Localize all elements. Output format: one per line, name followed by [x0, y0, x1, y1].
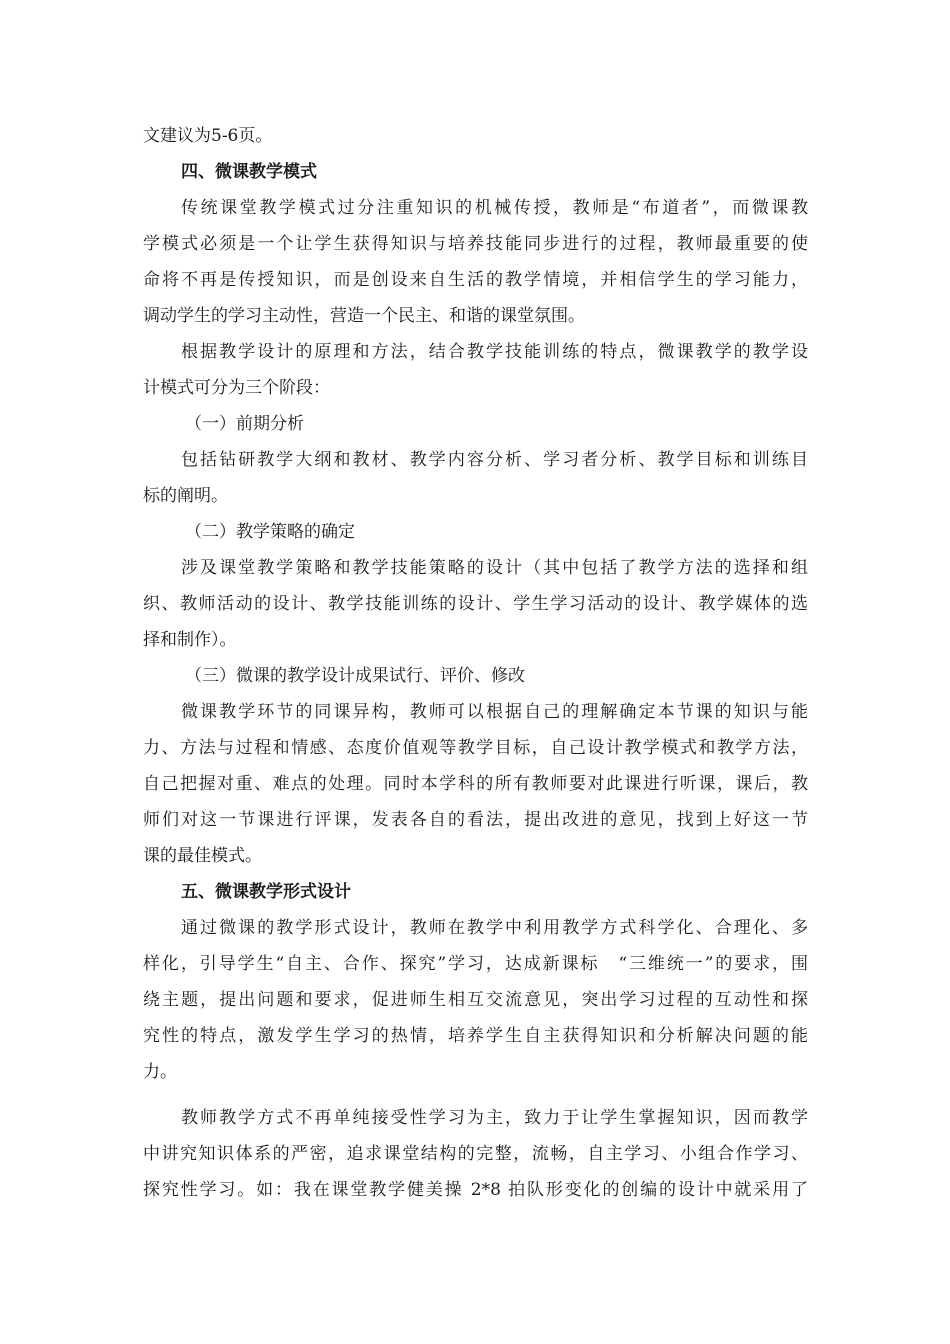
paragraph-line: 文建议为5-6页。 [143, 126, 273, 146]
paragraph-line: 调动学生的学习主动性，营造一个民主、和谐的课堂氛围。 [143, 306, 585, 326]
paragraph-line: 根据教学设计的原理和方法，结合教学技能训练的特点，微课教学的教学设 [181, 342, 808, 362]
paragraph-line: 究性的特点，激发学生学习的热情，培养学生自主获得知识和分析解决问题的能 [143, 1026, 808, 1046]
paragraph-line: 传统课堂教学模式过分注重知识的机械传授，教师是“布道者”，而微课教 [181, 198, 808, 218]
paragraph-line: 力、方法与过程和情感、态度价值观等教学目标，自己设计教学模式和教学方法， [143, 738, 808, 758]
paragraph-line: 计模式可分为三个阶段： [143, 378, 330, 398]
paragraph-line: 样化，引导学生“自主、合作、探究”学习，达成新课标 “三维统一”的要求，围 [143, 954, 808, 974]
paragraph-line: 命将不再是传授知识，而是创设来自生活的教学情境，并相信学生的学习能力， [143, 270, 808, 290]
subsection-heading: （三）微课的教学设计成果试行、评价、修改 [185, 666, 525, 686]
paragraph-line: 师们对这一节课进行评课，发表各自的看法，提出改进的意见，找到上好这一节 [143, 810, 808, 830]
paragraph-line: 力。 [143, 1062, 177, 1082]
paragraph-line: 教师教学方式不再单纯接受性学习为主，致力于让学生掌握知识，因而教学 [181, 1108, 808, 1128]
paragraph-line: 探究性学习。如：我在课堂教学健美操 2*8 拍队形变化的创编的设计中就采用了 [143, 1180, 808, 1200]
subsection-heading: （二）教学策略的确定 [185, 522, 355, 542]
paragraph-line: 织、教师活动的设计、教学技能训练的设计、学生学习活动的设计、教学媒体的选 [143, 594, 808, 614]
paragraph-line: 中讲究知识体系的严密，追求课堂结构的完整，流畅，自主学习、小组合作学习、 [143, 1144, 808, 1164]
paragraph-line: 涉及课堂教学策略和教学技能策略的设计（其中包括了教学方法的选择和组 [181, 558, 808, 578]
paragraph-line: 择和制作）。 [143, 630, 237, 650]
section-heading: 五、微课教学形式设计 [181, 882, 351, 902]
paragraph-line: 学模式必须是一个让学生获得知识与培养技能同步进行的过程，教师最重要的使 [143, 234, 808, 254]
paragraph-line: 标的阐明。 [143, 486, 228, 506]
paragraph-line: 绕主题，提出问题和要求，促进师生相互交流意见，突出学习过程的互动性和探 [143, 990, 808, 1010]
paragraph-line: 包括钻研教学大纲和教材、教学内容分析、学习者分析、教学目标和训练目 [181, 450, 808, 470]
paragraph-line: 微课教学环节的同课异构，教师可以根据自己的理解确定本节课的知识与能 [181, 702, 808, 722]
paragraph-gap [143, 1090, 808, 1100]
paragraph-line: 自己把握对重、难点的处理。同时本学科的所有教师要对此课进行听课，课后，教 [143, 774, 808, 794]
section-heading: 四、微课教学模式 [181, 162, 317, 182]
document-body [143, 118, 808, 1208]
paragraph-line: 通过微课的教学形式设计，教师在教学中利用教学方式科学化、合理化、多 [181, 918, 808, 938]
subsection-heading: （一）前期分析 [185, 414, 304, 434]
paragraph-line: 课的最佳模式。 [143, 846, 262, 866]
